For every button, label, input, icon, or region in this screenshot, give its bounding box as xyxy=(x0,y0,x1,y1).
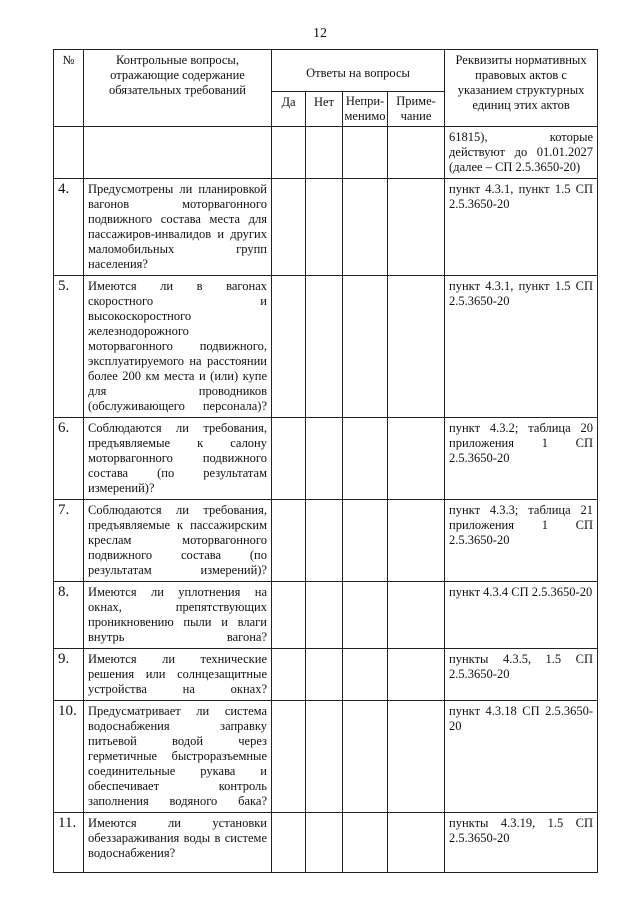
answer-not-applicable-cell[interactable] xyxy=(343,813,388,873)
answer-not-applicable-cell[interactable] xyxy=(343,418,388,500)
answer-note-cell[interactable] xyxy=(388,500,445,582)
row-question xyxy=(84,127,272,179)
header-no: Нет xyxy=(306,92,343,127)
row-number: 7. xyxy=(54,500,84,582)
answer-not-applicable-cell[interactable] xyxy=(343,179,388,276)
table-row xyxy=(54,127,598,179)
table-row xyxy=(54,813,598,873)
row-number: 11. xyxy=(54,813,84,873)
row-question: Предусматривает ли система водоснабжения заправку питьевой водой через герметичные быстроразъемные соединительные рукава и обеспечивает контроль заполнения водяного бака? xyxy=(84,701,272,813)
answer-no-cell[interactable] xyxy=(306,179,343,276)
row-number: 4. xyxy=(54,179,84,276)
answer-no-cell[interactable] xyxy=(306,649,343,701)
row-question: Имеются ли уплотнения на окнах, препятствующих проникновению пыли и влаги внутрь вагона? xyxy=(84,582,272,649)
answer-yes-cell[interactable] xyxy=(272,649,306,701)
row-number xyxy=(54,127,84,179)
answer-not-applicable-cell[interactable] xyxy=(343,649,388,701)
row-requisite: пункт 4.3.1, пункт 1.5 СП 2.5.3650-20 xyxy=(445,276,598,418)
answer-note-cell[interactable] xyxy=(388,649,445,701)
row-requisite: пункты 4.3.5, 1.5 СП 2.5.3650-20 xyxy=(445,649,598,701)
answer-note-cell[interactable] xyxy=(388,418,445,500)
answer-yes-cell[interactable] xyxy=(272,582,306,649)
answer-yes-cell[interactable] xyxy=(272,500,306,582)
answer-yes-cell[interactable] xyxy=(272,276,306,418)
row-question: Имеются ли в вагонах скоростного и высокоскоростного железнодорожного моторвагонного подвижного, эксплуатируемого на расстоянии более 200 км места и (или) купе для проводников (обслуживающего персонала)? xyxy=(84,276,272,418)
answer-no-cell[interactable] xyxy=(306,813,343,873)
row-number: 10. xyxy=(54,701,84,813)
checklist-table xyxy=(53,49,598,873)
row-requisite: пункт 4.3.3; таблица 21 приложения 1 СП 2.5.3650-20 xyxy=(445,500,598,582)
page-number: 12 xyxy=(313,26,327,41)
row-question: Предусмотрены ли планировкой вагонов моторвагонного подвижного состава места для пассажиров-инвалидов и других маломобильных групп населения? xyxy=(84,179,272,276)
answer-no-cell[interactable] xyxy=(306,418,343,500)
answer-not-applicable-cell[interactable] xyxy=(343,701,388,813)
answer-note-cell[interactable] xyxy=(388,127,445,179)
table-row xyxy=(54,500,598,582)
answer-not-applicable-cell[interactable] xyxy=(343,582,388,649)
header-not-applicable: Непри-менимо xyxy=(343,92,388,127)
row-requisite: 61815), которые действуют до 01.01.2027 (далее – СП 2.5.3650-20) xyxy=(445,127,598,179)
answer-no-cell[interactable] xyxy=(306,127,343,179)
header-question: Контрольные вопросы, отражающие содержание обязательных требований xyxy=(84,50,272,127)
header-requisites: Реквизиты нормативных правовых актов с указанием структурных единиц этих актов xyxy=(445,50,598,127)
answer-no-cell[interactable] xyxy=(306,582,343,649)
row-number: 8. xyxy=(54,582,84,649)
row-number: 5. xyxy=(54,276,84,418)
answer-no-cell[interactable] xyxy=(306,276,343,418)
table-row xyxy=(54,701,598,813)
table-row xyxy=(54,276,598,418)
row-number: 9. xyxy=(54,649,84,701)
answer-note-cell[interactable] xyxy=(388,813,445,873)
answer-yes-cell[interactable] xyxy=(272,701,306,813)
row-question: Имеются ли установки обеззараживания воды в системе водоснабжения? xyxy=(84,813,272,873)
table-row xyxy=(54,179,598,276)
answer-note-cell[interactable] xyxy=(388,276,445,418)
answer-note-cell[interactable] xyxy=(388,701,445,813)
answer-not-applicable-cell[interactable] xyxy=(343,276,388,418)
answer-no-cell[interactable] xyxy=(306,500,343,582)
row-requisite: пункт 4.3.1, пункт 1.5 СП 2.5.3650-20 xyxy=(445,179,598,276)
row-question: Соблюдаются ли требования, предъявляемые к пассажирским креслам моторвагонного подвижного состава (по результатам измерений)? xyxy=(84,500,272,582)
header-yes: Да xyxy=(272,92,306,127)
table-row xyxy=(54,418,598,500)
answer-no-cell[interactable] xyxy=(306,701,343,813)
answer-note-cell[interactable] xyxy=(388,179,445,276)
row-number: 6. xyxy=(54,418,84,500)
table-row xyxy=(54,582,598,649)
answer-yes-cell[interactable] xyxy=(272,813,306,873)
row-requisite: пункт 4.3.18 СП 2.5.3650-20 xyxy=(445,701,598,813)
row-requisite: пункты 4.3.19, 1.5 СП 2.5.3650-20 xyxy=(445,813,598,873)
header-note: Приме-чание xyxy=(388,92,445,127)
answer-not-applicable-cell[interactable] xyxy=(343,500,388,582)
answer-yes-cell[interactable] xyxy=(272,179,306,276)
answer-note-cell[interactable] xyxy=(388,582,445,649)
row-question: Соблюдаются ли требования, предъявляемые к салону моторвагонного подвижного состава (по результатам измерений)? xyxy=(84,418,272,500)
row-requisite: пункт 4.3.2; таблица 20 приложения 1 СП 2.5.3650-20 xyxy=(445,418,598,500)
header-number: № xyxy=(54,50,84,127)
table-row xyxy=(54,649,598,701)
row-question: Имеются ли технические решения или солнцезащитные устройства на окнах? xyxy=(84,649,272,701)
header-answers: Ответы на вопросы xyxy=(272,50,445,92)
answer-yes-cell[interactable] xyxy=(272,127,306,179)
answer-yes-cell[interactable] xyxy=(272,418,306,500)
answer-not-applicable-cell[interactable] xyxy=(343,127,388,179)
row-requisite: пункт 4.3.4 СП 2.5.3650-20 xyxy=(445,582,598,649)
